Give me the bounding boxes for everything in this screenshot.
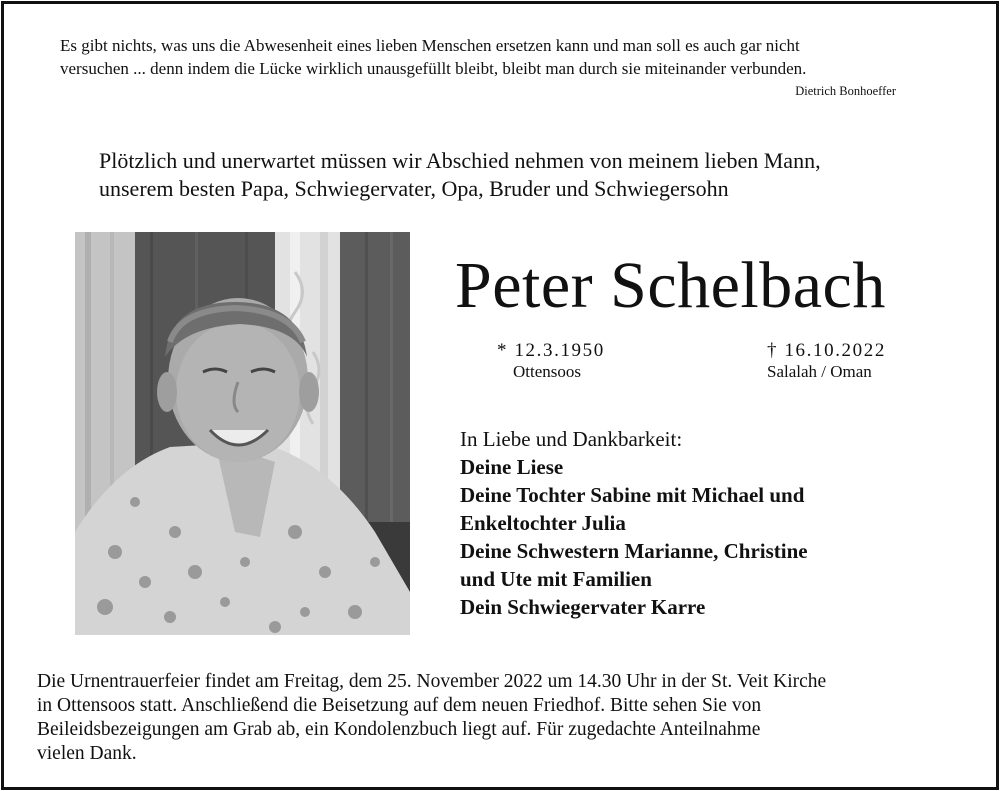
death-place: Salalah / Oman — [767, 362, 872, 381]
mourner-line: und Ute mit Familien — [460, 567, 652, 591]
mourner-line: Deine Schwestern Marianne, Christine — [460, 539, 808, 563]
birth-date: * 12.3.1950 — [497, 340, 605, 361]
mourners-lead: In Liebe und Dankbarkeit: — [460, 427, 683, 451]
quote-line: Es gibt nichts, was uns die Abwesenheit eines lieben Menschen ersetzen kann und man soll es auch gar nicht — [60, 36, 800, 55]
ceremony-line: Die Urnentrauerfeier findet am Freitag, dem 25. November 2022 um 14.30 Uhr in der St. Veit Kirche — [37, 671, 827, 692]
ceremony-line: in Ottensoos statt. Anschließend die Beisetzung auf dem neuen Friedhof. Bitte sehen Sie von — [37, 695, 762, 716]
portrait-photo — [75, 232, 410, 635]
deceased-name: Peter Schelbach — [455, 249, 886, 322]
quote-author: Dietrich Bonhoeffer — [795, 84, 896, 98]
birth-place: Ottensoos — [513, 362, 581, 381]
mourners-list — [460, 425, 960, 621]
mourner-line: Deine Liese — [460, 455, 564, 479]
ceremony-line: Beileidsbezeigungen am Grab ab, ein Kondolenzbuch liegt auf. Für zugedachte Anteilnahme — [37, 719, 761, 740]
death-date: † 16.10.2022 — [767, 340, 886, 361]
intro-text — [99, 147, 959, 203]
mourner-line: Enkeltochter Julia — [460, 511, 626, 535]
quote-line: versuchen ... denn indem die Lücke wirklich unausgefüllt bleibt, bleibt man durch sie miteinander verbunden. — [60, 59, 807, 78]
ceremony-info — [37, 670, 967, 766]
intro-line: Plötzlich und unerwartet müssen wir Abschied nehmen von meinem lieben Mann, — [99, 148, 821, 173]
bonhoeffer-quote — [60, 34, 940, 80]
mourner-line: Deine Tochter Sabine mit Michael und — [460, 483, 805, 507]
mourner-line: Dein Schwiegervater Karre — [460, 595, 706, 619]
intro-line: unserem besten Papa, Schwiegervater, Opa, Bruder und Schwiegersohn — [99, 176, 729, 201]
ceremony-line: vielen Dank. — [37, 743, 137, 764]
